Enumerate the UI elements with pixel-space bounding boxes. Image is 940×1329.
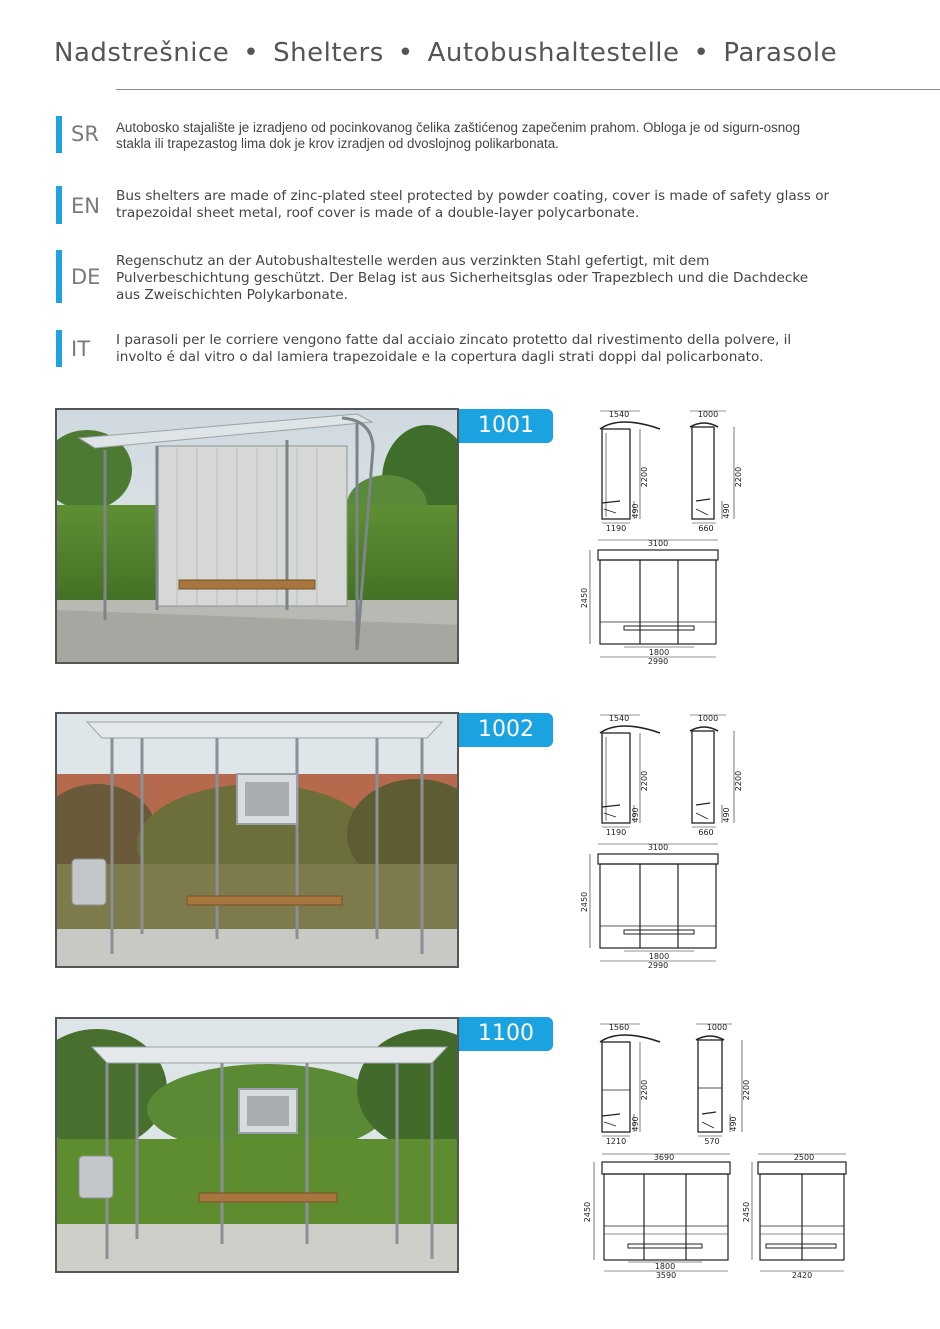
dim-bench: 490	[722, 807, 731, 823]
lang-text: Autobosko stajalište je izradjeno od pocinkovanog čelika zaštićenog zapečenim prahom. Obloga je od sigurn-osnog stakla ili trapezastog lima dok je krov izradjen od dvoslojnog polikarbonata.	[116, 120, 801, 151]
dim-top: 3100	[647, 539, 669, 548]
lang-accent-bar	[56, 250, 62, 303]
side-view-drawing-1002a	[590, 709, 670, 837]
title-it: Parasole	[723, 38, 838, 68]
dim-bench: 490	[631, 503, 640, 519]
dim-bottom: 2420	[791, 1271, 813, 1280]
shelter-photo-illustration	[57, 410, 459, 664]
dim-bottom: 660	[698, 828, 714, 837]
side-view-drawing-1001b	[682, 405, 752, 533]
dim-top: 1560	[608, 1023, 630, 1032]
shelter-photo-illustration	[57, 1019, 459, 1273]
dim-inner: 1800	[654, 1262, 676, 1271]
dim-inner: 1800	[648, 952, 670, 961]
shelter-photo-illustration	[57, 714, 459, 968]
lang-accent-bar	[56, 116, 62, 153]
product-photo-1001	[55, 408, 459, 664]
model-badge-1002: 1002	[459, 713, 553, 747]
dim-inner: 1800	[648, 648, 670, 657]
lang-code: IT	[71, 337, 91, 361]
dim-top: 3690	[653, 1153, 675, 1162]
dim-height: 2200	[640, 770, 649, 792]
side-view-drawing-1100a	[590, 1018, 670, 1146]
model-badge-1001: 1001	[459, 409, 553, 443]
dim-bottom: 2990	[647, 657, 669, 666]
title-sr: Nadstrešnice	[54, 38, 230, 68]
dim-height: 2450	[580, 587, 589, 609]
dim-bottom: 1190	[605, 828, 627, 837]
dim-height: 2450	[583, 1201, 592, 1223]
front-view-drawing-1001	[578, 534, 728, 668]
dim-top: 1000	[706, 1023, 728, 1032]
product-photo-1100	[55, 1017, 459, 1273]
side-view-drawing-1001a	[590, 405, 670, 533]
dim-bottom: 2990	[647, 961, 669, 970]
side-view-drawing-1100b	[688, 1018, 758, 1146]
dim-height: 2200	[734, 466, 743, 488]
dim-top: 2500	[793, 1153, 815, 1162]
lang-code: EN	[71, 194, 100, 218]
front-view-drawing-1100	[578, 1148, 738, 1282]
dim-top: 1540	[608, 410, 630, 419]
dim-bottom: 3590	[655, 1271, 677, 1280]
model-badge-1100: 1100	[459, 1017, 553, 1051]
lang-accent-bar	[56, 330, 62, 367]
page-title	[54, 38, 837, 68]
dim-bottom: 1210	[605, 1137, 627, 1146]
dim-bench: 490	[722, 503, 731, 519]
lang-text: Regenschutz an der Autobushaltestelle werden aus verzinkten Stahl gefertigt, mit dem Pulverbeschichtung geschützt. Der Belag ist aus Sicherheitsglas oder Trapezblech und die Dachdecke aus Zweischichten Polykarbonate.	[116, 253, 809, 303]
dim-bench: 490	[729, 1116, 738, 1132]
dim-bench: 490	[631, 807, 640, 823]
dim-top: 1000	[697, 714, 719, 723]
dim-height: 2200	[640, 466, 649, 488]
dim-height: 2450	[742, 1201, 751, 1223]
side-view-drawing-1002b	[682, 709, 752, 837]
title-de: Autobushaltestelle	[427, 38, 680, 68]
lang-accent-bar	[56, 186, 62, 224]
dim-bottom: 570	[704, 1137, 720, 1146]
header-rule	[116, 89, 940, 90]
product-photo-1002	[55, 712, 459, 968]
lang-code: DE	[71, 265, 101, 289]
lang-text: Bus shelters are made of zinc-plated steel protected by powder coating, cover is made of safety glass or trapezoidal sheet metal, roof cover is made of a double-layer polycarbonate.	[116, 188, 830, 221]
title-separator: •	[243, 38, 260, 68]
dim-bottom: 660	[698, 524, 714, 533]
front-view-drawing-1002	[578, 838, 728, 972]
lang-text: I parasoli per le corriere vengono fatte dal acciaio zincato protetto dal rivestimento della polvere, il involto é dal vitro o dal lamiera trapezoidale e la copertura dagli strati doppi dal policarbonato.	[116, 332, 792, 365]
dim-bottom: 1190	[605, 524, 627, 533]
dim-bench: 490	[631, 1116, 640, 1132]
dim-height: 2200	[640, 1079, 649, 1101]
title-separator: •	[693, 38, 710, 68]
dim-height: 2200	[742, 1079, 751, 1101]
lang-code: SR	[71, 122, 99, 146]
dim-top: 1000	[697, 410, 719, 419]
dim-height: 2200	[734, 770, 743, 792]
title-separator: •	[397, 38, 414, 68]
dim-top: 3100	[647, 843, 669, 852]
end-view-drawing-1100	[738, 1148, 858, 1282]
dim-top: 1540	[608, 714, 630, 723]
title-en: Shelters	[273, 38, 384, 68]
dim-height: 2450	[580, 891, 589, 913]
